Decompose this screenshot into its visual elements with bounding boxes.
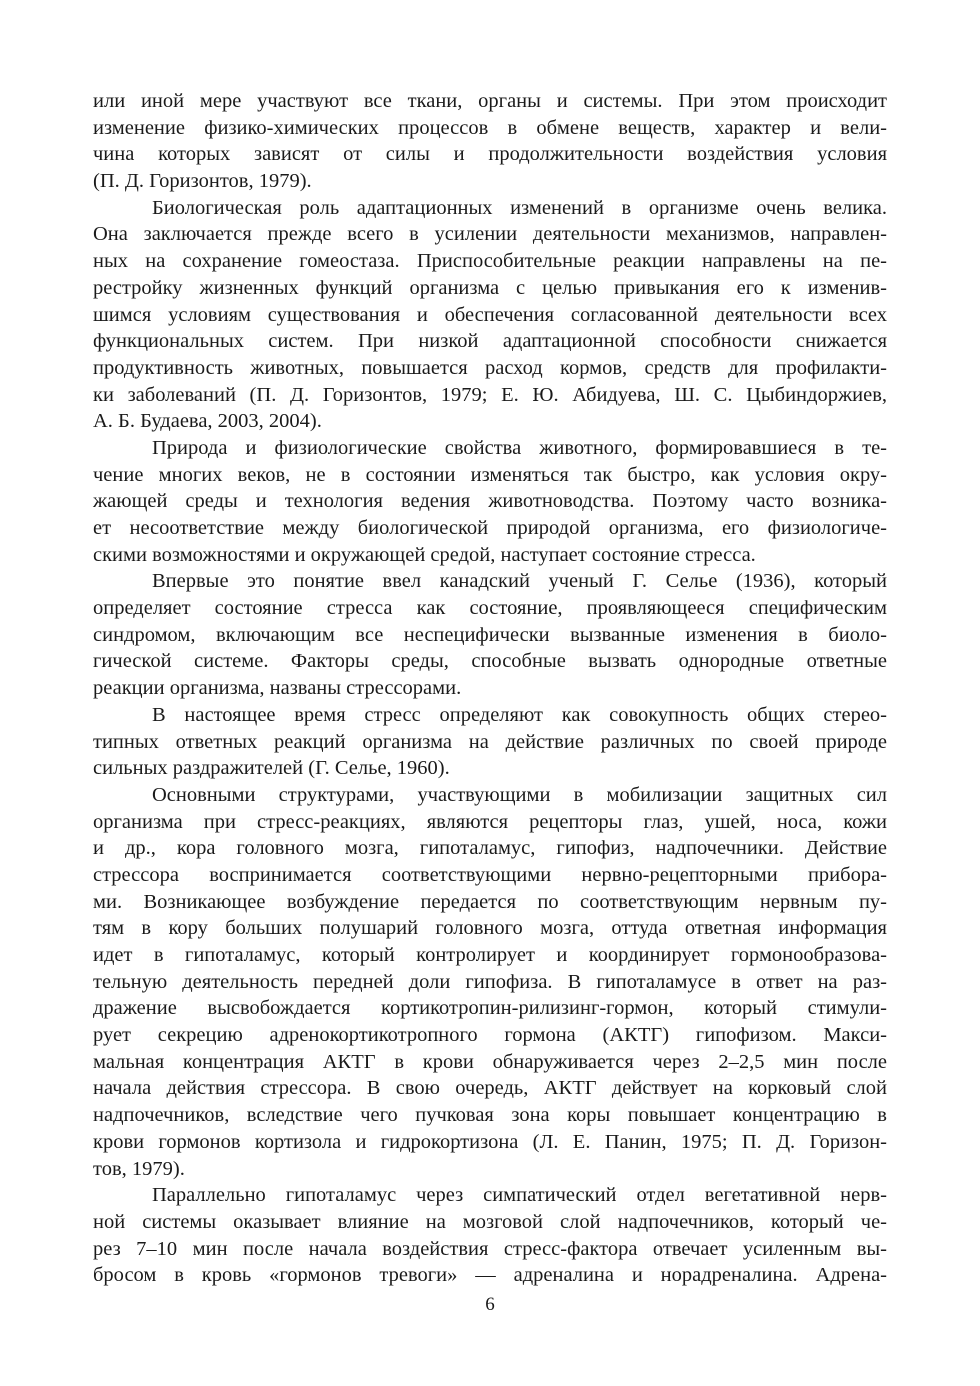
paragraph [93,1182,887,1289]
text-line: функциональных систем. При низкой адаптационной способности снижается [93,330,887,353]
text-line: шимся условиям существования и обеспечения согласованной деятельности всех [93,303,887,326]
text-line: продуктивность животных, повышается расход кормов, средств для профилакти- [93,356,887,379]
text-line: Она заключается прежде всего в усилении деятельности механизмов, направлен- [93,223,887,246]
text-line: идет в гипоталамус, который контролирует и координирует гормонообразова- [93,944,887,966]
text-line: тям в кору больших полушарий головного мозга, оттуда ответная информация [93,917,887,940]
text-line: ных на сохранение гомеостаза. Приспособительные реакции направлены на пе- [93,250,887,273]
text-line: Параллельно гипоталамус через симпатический отдел вегетативной нерв- [152,1184,887,1207]
text-line: Впервые это понятие ввел канадский ученый Г. Селье (1936), который [152,570,887,593]
text-line: (П. Д. Горизонтов, 1979). [93,170,312,193]
text-line: тов, 1979). [93,1157,185,1180]
text-line: крови гормонов кортизола и гидрокортизона (Л. Е. Панин, 1975; П. Д. Горизон- [93,1130,887,1153]
text-line: или иной мере участвуют все ткани, органы и системы. При этом происходит [93,90,887,112]
text-line: реакции организма, названы стрессорами. [93,677,462,700]
paragraph [93,88,887,195]
text-line: рует секрецию адренокортикотропного гормона (АКТГ) гипофизом. Макси- [93,1024,887,1047]
text-line: Основными структурами, участвующими в мобилизации защитных сил [152,783,887,806]
paragraph [93,195,887,435]
paragraph [93,435,887,568]
text-line: ми. Возникающее возбуждение передается по соответствующим нервным пу- [93,890,887,913]
text-line: и др., кора головного мозга, гипоталамус, гипофиз, надпочечники. Действие [93,837,887,860]
text-line: организма при стресс-реакциях, являются рецепторы глаз, ушей, носа, кожи [93,810,887,833]
text-line: Биологическая роль адаптационных изменений в организме очень велика. [152,196,887,219]
text-line: изменение физико-химических процессов в обмене веществ, характер и вели- [93,116,887,139]
page-number: 6 [485,1294,495,1315]
text-line: А. Б. Будаева, 2003, 2004). [93,410,322,433]
text-line: ет несоответствие между биологической природой организма, его физиологиче- [93,517,887,539]
text-line: ной системы оказывает влияние на мозговой слой надпочечников, который че- [93,1210,887,1233]
text-line: мальная концентрация АКТГ в крови обнаруживается через 2–2,5 мин после [93,1050,887,1073]
text-line: дражение высвобождается кортикотропин-рилизинг-гормон, который стимули- [93,997,887,1020]
text-line: тельную деятельность передней доли гипофиза. В гипоталамусе в ответ на раз- [93,970,887,993]
paragraph [93,782,887,1182]
text-line: надпочечников, вследствие чего пучковая зона коры повышает концентрацию в [93,1104,887,1127]
text-line: гической системе. Факторы среды, способные вызвать однородные ответные [93,650,887,673]
text-line: стрессора воспринимается соответствующими нервно-рецепторными прибора- [93,863,887,886]
text-line: В настоящее время стресс определяют как совокупность общих стерео- [152,703,887,726]
text-line: ки заболеваний (П. Д. Горизонтов, 1979; Е. Ю. Абидуева, Ш. С. Цыбиндоржиев, [93,383,887,406]
document-body [93,88,887,1289]
text-line: бросом в кровь «гормонов тревоги» — адреналина и норадреналина. Адрена- [93,1264,887,1287]
text-line: рез 7–10 мин после начала воздействия стресс-фактора отвечает усиленным вы- [93,1237,887,1260]
paragraph [93,568,887,701]
text-line: чение многих веков, не в состоянии изменяться так быстро, как условия окру- [93,463,887,486]
paragraph [93,702,887,782]
text-line: скими возможностями и окружающей средой, наступает состояние стресса. [93,543,756,566]
text-line: рестройку жизненных функций организма с целью привыкания его к изменив- [93,276,887,299]
text-line: начала действия стрессора. В свою очередь, АКТГ действует на корковый слой [93,1077,887,1100]
text-line: жающей среды и технология ведения животноводства. Поэтому часто возника- [93,490,887,513]
text-line: типных ответных реакций организма на действие различных по своей природе [93,730,887,753]
text-line: сильных раздражителей (Г. Селье, 1960). [93,757,450,780]
text-line: определяет состояние стресса как состояние, проявляющееся специфическим [93,597,887,620]
text-line: синдромом, включающим все неспецифически вызванные изменения в биоло- [93,623,887,646]
text-line: Природа и физиологические свойства животного, формировавшиеся в те- [152,436,887,459]
text-line: чина которых зависят от силы и продолжительности воздействия условия [93,143,887,166]
